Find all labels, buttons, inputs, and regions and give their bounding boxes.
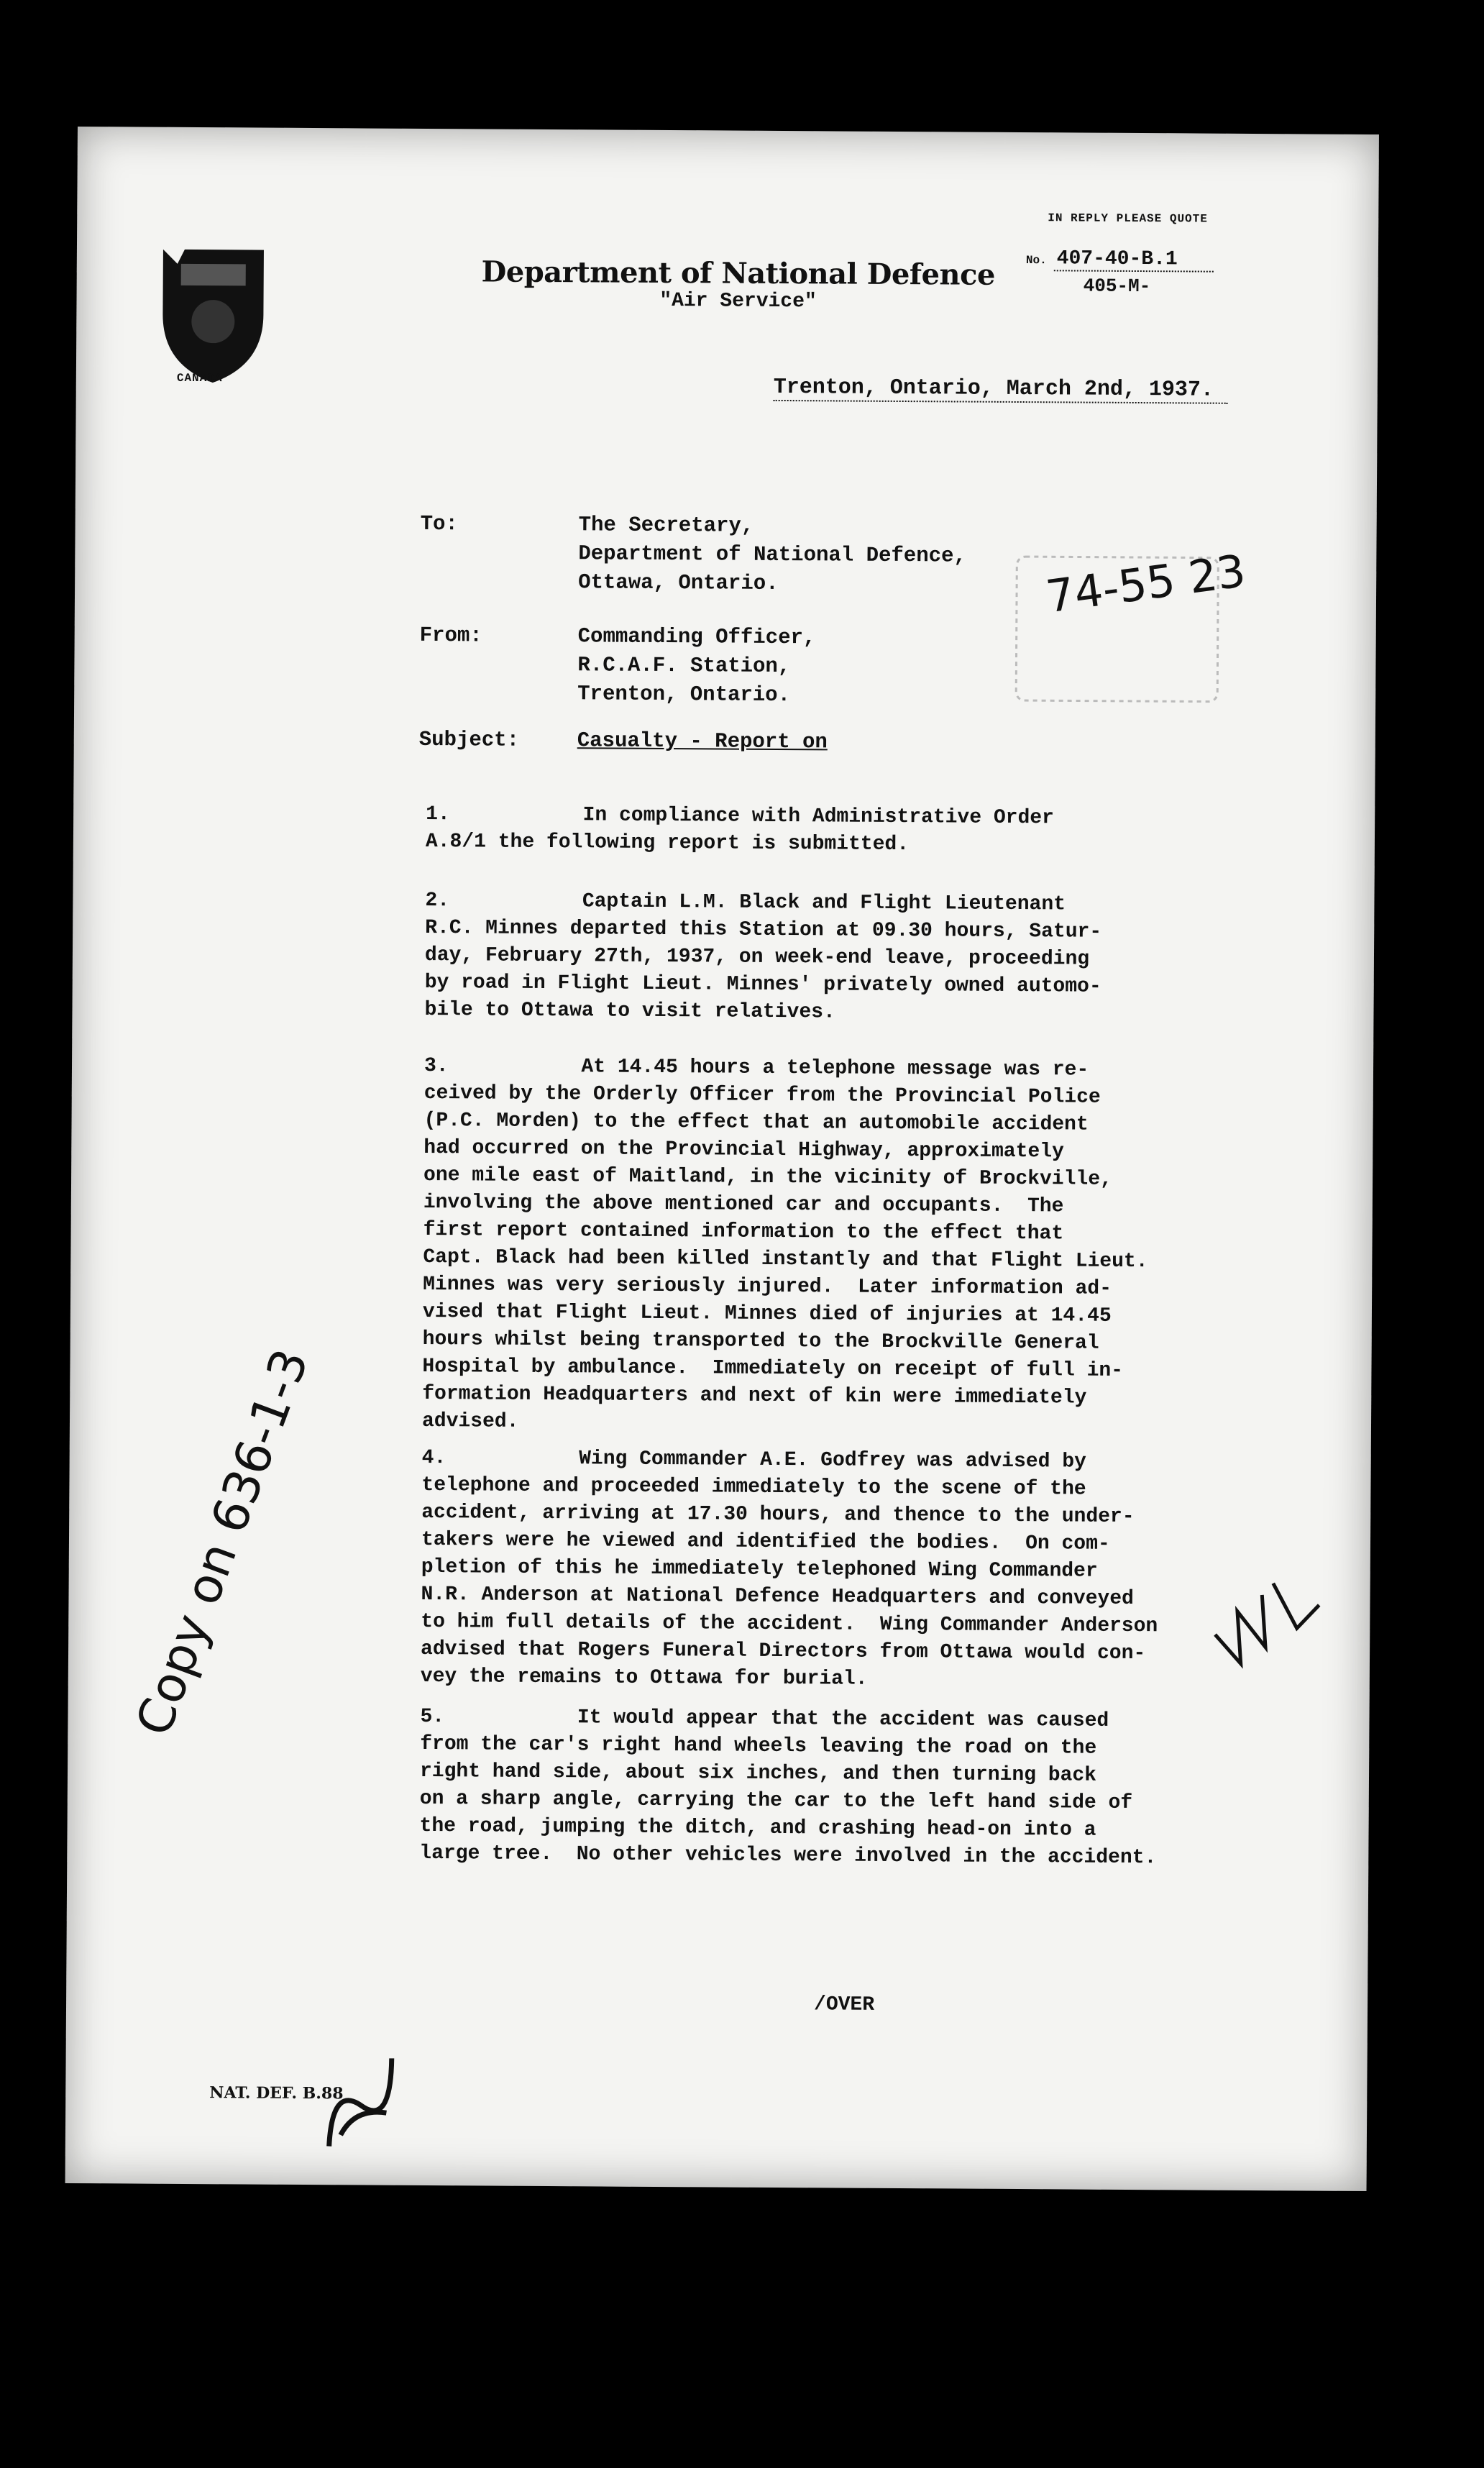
service-subtitle: "Air Service": [659, 289, 817, 314]
text-line: advised that Rogers Funeral Directors from Ottawa would con-: [420, 1637, 1146, 1665]
text-line: 3. At 14.45 hours a telephone message was re-: [423, 1054, 1089, 1082]
text-line: large tree. No other vehicles were involved in the accident.: [419, 1842, 1157, 1870]
text-line: takers were he viewed and identified the bodies. On com-: [421, 1528, 1110, 1555]
to-address: The Secretary, Department of National Defence, Ottawa, Ontario.: [578, 513, 966, 595]
text-line: Capt. Black had been killed instantly and that Flight Lieut.: [423, 1246, 1148, 1274]
text-line: N.R. Anderson at National Defence Headquarters and conveyed: [421, 1583, 1134, 1611]
department-title: Department of National Defence: [481, 255, 996, 292]
letter-date: Trenton, Ontario, March 2nd, 1937.: [774, 375, 1228, 404]
paragraph-3: [422, 1053, 1330, 1441]
from-address: Commanding Officer, R.C.A.F. Station, Trenton, Ontario.: [577, 624, 816, 708]
text-line: 5. It would appear that the accident was caused: [420, 1705, 1109, 1732]
paragraph-1: [426, 801, 1332, 861]
text-line: bile to Ottawa to visit relatives.: [424, 998, 835, 1024]
text-line: 2. Captain L.M. Black and Flight Lieutenant: [425, 889, 1066, 916]
paragraph-2: [424, 887, 1331, 1030]
text-line: A.8/1 the following report is submitted.: [425, 830, 910, 856]
subject-value: Casualty - Report on: [577, 728, 828, 754]
form-code: NAT. DEF. B.88: [209, 2083, 344, 2103]
reply-note: IN REPLY PLEASE QUOTE: [1048, 211, 1208, 226]
text-line: had occurred on the Provincial Highway, approximately: [423, 1136, 1064, 1164]
paragraph-5: [419, 1704, 1326, 1873]
reference-label: No.: [1025, 254, 1047, 268]
text-line: Hospital by ambulance. Immediately on receipt of full in-: [422, 1355, 1124, 1382]
text-line: involving the above mentioned car and occupants. The: [423, 1191, 1064, 1218]
text-line: formation Headquarters and next of kin were immediately: [422, 1382, 1087, 1409]
from-label: From:: [419, 623, 482, 648]
text-line: first report contained information to the effect that: [423, 1218, 1064, 1246]
reference-number: [1026, 247, 1214, 271]
text-line: vey the remains to Ottawa for burial.: [420, 1665, 868, 1691]
text-line: by road in Flight Lieut. Minnes' privately owned automo-: [424, 971, 1101, 998]
text-line: hours whilst being transported to the Brockville General: [422, 1327, 1099, 1355]
text-line: pletion of this he immediately telephoned Wing Commander: [421, 1555, 1098, 1583]
text-line: day, February 27th, 1937, on week-end leave, proceeding: [424, 943, 1090, 971]
handwritten-scrawl-icon: [301, 2049, 421, 2155]
text-line: (P.C. Morden) to the effect that an automobile accident: [423, 1109, 1089, 1136]
canada-crest-icon: [148, 235, 278, 394]
reference-number-secondary: 405-M-: [1083, 275, 1151, 298]
text-line: telephone and proceeded immediately to the scene of the: [421, 1473, 1086, 1501]
text-line: the road, jumping the ditch, and crashing head-on into a: [419, 1814, 1096, 1842]
text-line: 4. Wing Commander A.E. Godfrey was advised by: [421, 1446, 1086, 1473]
handwritten-file-number: 74-55 23: [1043, 544, 1249, 623]
text-line: accident, arriving at 17.30 hours, and thence to the under-: [421, 1501, 1135, 1529]
text-line: vised that Flight Lieut. Minnes died of injuries at 14.45: [422, 1300, 1112, 1327]
text-line: one mile east of Maitland, in the vicinity of Brockville,: [423, 1164, 1112, 1191]
text-line: advised.: [421, 1409, 519, 1433]
text-line: 1. In compliance with Administrative Order: [426, 803, 1054, 830]
text-line: ceived by the Orderly Officer from the Provincial Police: [423, 1082, 1101, 1109]
to-label: To:: [420, 511, 458, 536]
text-line: from the car's right hand wheels leaving the road on the: [420, 1732, 1097, 1760]
text-line: right hand side, about six inches, and then turning back: [419, 1760, 1097, 1787]
crest-caption: CANADA: [176, 371, 223, 385]
text-line: on a sharp angle, carrying the car to the left hand side of: [419, 1787, 1133, 1815]
subject-label: Subject:: [418, 727, 520, 752]
handwritten-margin-note: Copy on 636-1-3: [125, 1341, 321, 1743]
over-note: /OVER: [813, 1993, 875, 2016]
text-line: to him full details of the accident. Wing Commander Anderson: [421, 1610, 1158, 1638]
paragraph-4: [421, 1445, 1328, 1696]
reference-value: 407-40-B.1: [1054, 247, 1214, 272]
text-line: R.C. Minnes departed this Station at 09.30 hours, Satur-: [425, 916, 1102, 943]
document-page: [65, 127, 1379, 2191]
text-line: Minnes was very seriously injured. Later information ad-: [423, 1273, 1112, 1300]
